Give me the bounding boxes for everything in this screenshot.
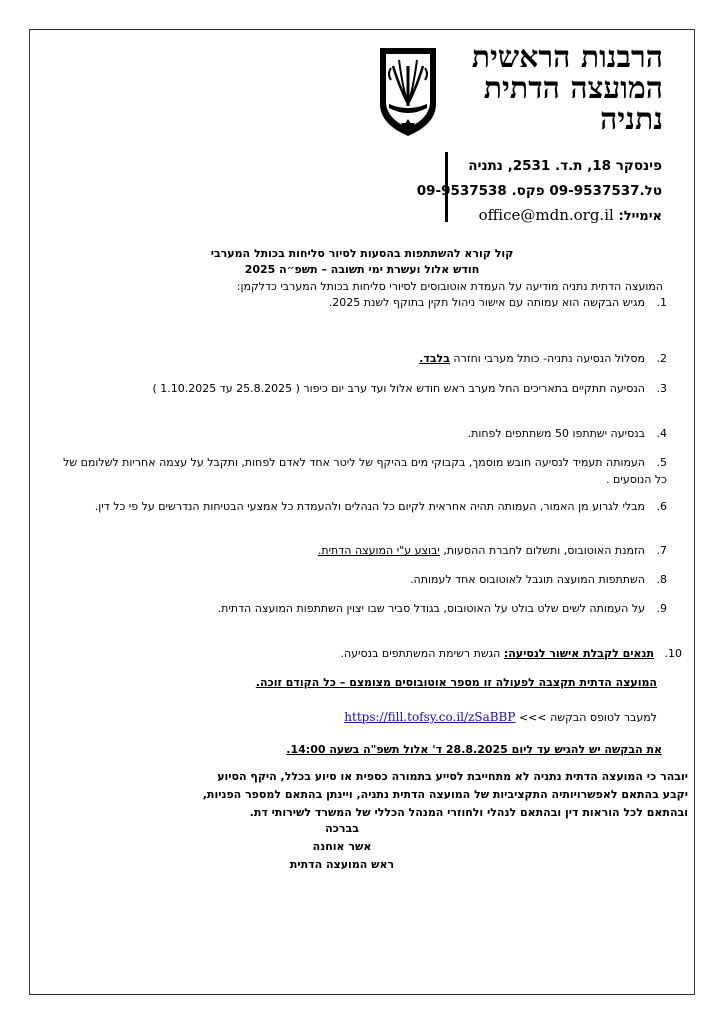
list-item [52,454,667,488]
item-text: על העמותה לשים שלט בולט על האוטובוס, בגודל סביר שבו יצוין השתתפות המועצה הדתית. [217,602,645,615]
title-line-3: נתניה [600,102,663,137]
item-text: מסלול הנסיעה נתניה- כותל מערבי וחזרה [449,352,645,365]
item-number: 4. [656,427,667,440]
form-link-line [57,709,657,726]
item-number: 10. [664,647,682,660]
item-number: 5. [656,456,667,469]
heading-line-2: חודש אלול ועשרת ימי תשובה – תשפ״ה 2025 [244,263,480,276]
email-label: אימייל: [618,209,662,224]
item-emphasis: תנאים לקבלת אישור לנסיעה: [503,647,654,660]
email-line [442,206,662,224]
phone-fax: טל.09-9537537 פקס. 09-9537538 [416,183,662,199]
title-line-1: הרבנות הראשית [471,40,663,75]
title-line-2: המועצה הדתית [483,71,663,106]
list-item [52,294,667,311]
form-link-label: למעבר לטופס הבקשה >>> [518,711,657,724]
item-text: הנסיעה תתקיים בתאריכים החל מערב ראש חודש אלול ועד ערב יום כיפור ( 25.8.2025 עד 1.10.2025 ) [152,382,645,395]
limited-notice: המועצה הדתית תקצבה לפעולה זו מספר אוטובוסים מצומצם – כל הקודם זוכה. [255,676,657,689]
item-text: העמותה תעמיד לנסיעה חובש מוסמך, בקבוקי מים בהיקף של ליטר אחד לאדם לפחות, ותקבל על עצמה אחריות לשלומם של כל הנוסעים . [63,456,667,486]
email-address[interactable]: office@mdn.org.il [478,206,614,224]
item-number: 6. [656,500,667,513]
disclaimer-line: יקבע בהתאם לאפשרויותיה התקציביות של המועצה הדתית נתניה, ויינתן בהתאם למספר הפניות, [202,788,688,801]
address: פינסקר 18, ת.ד. 2531, נתניה [468,158,662,174]
item-emphasis: בלבד. [419,352,450,365]
form-link[interactable]: https://fill.tofsy.co.il/zSaBBP [344,710,516,724]
item-number: 9. [656,602,667,615]
emblem-logo [377,46,439,138]
item-number: 7. [656,544,667,557]
letterhead [368,40,668,224]
item-number: 2. [656,352,667,365]
list-item [52,425,667,442]
item-number: 3. [656,382,667,395]
signature-name: אשר אוחנה [312,840,372,853]
list-item [67,645,682,662]
item-text: מגיש הבקשה הוא עמותה עם אישור ניהול תקין בתוקף לשנת 2025. [328,296,645,309]
deadline-notice: את הבקשה יש להגיש עד ליום 28.8.2025 ד' אלול תשפ"ה בשעה 14:00. [286,743,662,756]
item-text: בנסיעה ישתתפו 50 משתתפים לפחות. [467,427,645,440]
letter-page [29,29,695,995]
list-item [52,542,667,559]
letterhead-title [453,42,663,135]
list-item [52,498,667,515]
item-emphasis: יבוצע ע"י המועצה הדתית. [317,544,440,557]
list-item [52,380,667,397]
list-item [52,600,667,617]
list-item [52,571,667,588]
signature-role: ראש המועצה הדתית [289,858,395,871]
intro-text: המועצה הדתית נתניה מודיעה על העמדת אוטובוסים לסיורי סליחות בכותל המערבי כדלקמן: [236,280,663,293]
item-text: הזמנת האוטובוס, ותשלום לחברת ההסעות, [439,544,645,557]
item-text: השתתפות המועצה תוגבל לאוטובוס אחד לעמותה. [410,573,645,586]
disclaimer-line: יובהר כי המועצה הדתית נתניה לא מתחייבת לסייע בתמורה כספית או סיוע בכלל, היקף הסיוע [217,770,688,783]
item-number: 1. [656,296,667,309]
list-item [52,350,667,367]
item-text: הגשת רשימת המשתתפים בנסיעה. [340,647,504,660]
signature-greeting: בברכה [325,822,359,835]
item-text: מבלי לגרוע מן האמור, העמותה תהיה אחראית לקיום כל הנהלים ולהעמדת כל אמצעי הבטיחות הנדרשים על פי כל דין. [94,500,645,513]
disclaimer [48,768,688,822]
heading-line-1: קול קורא להשתתפות בהסעות לסיור סליחות בכותל המערבי [210,247,514,260]
disclaimer-line: ובהתאם לכל הוראות דין ובהתאם לנהלי ולחוזרי המנהל הכללי של המשרד לשירותי דת. [249,806,688,819]
item-number: 8. [656,573,667,586]
